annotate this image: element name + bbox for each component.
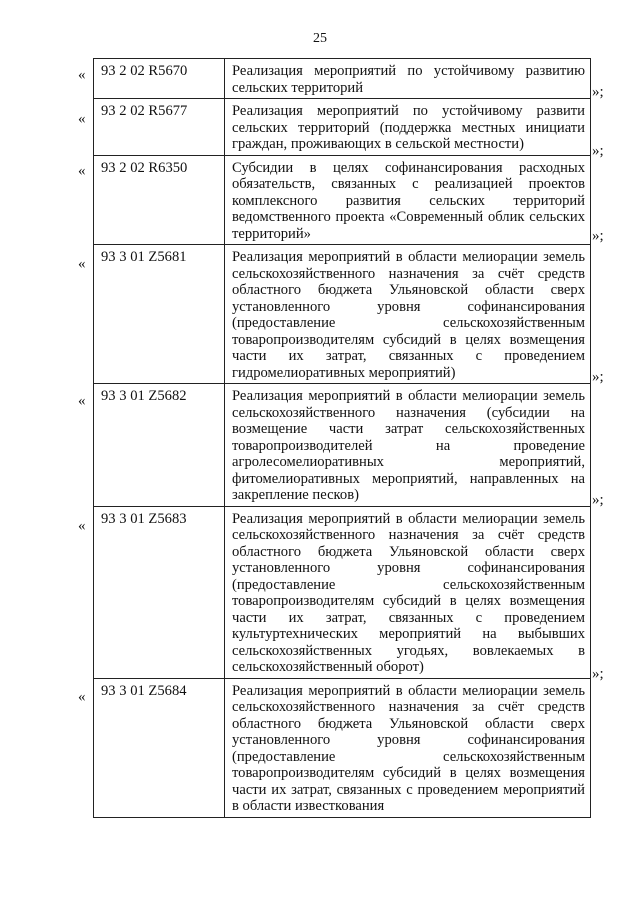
budget-codes-table: [93, 58, 591, 818]
code-cell: 93 3 01 Z5684: [94, 678, 225, 817]
closing-quote-mark: »;: [592, 369, 604, 385]
closing-quote-mark: »;: [592, 143, 604, 159]
code-cell: 93 2 02 R6350: [94, 155, 225, 245]
code-cell: 93 2 02 R5677: [94, 99, 225, 156]
closing-quote-mark: »;: [592, 84, 604, 100]
opening-quote-mark: «: [78, 111, 86, 127]
opening-quote-mark: «: [78, 67, 86, 83]
opening-quote-mark: «: [78, 689, 86, 705]
table-row: [94, 99, 591, 156]
opening-quote-mark: «: [78, 163, 86, 179]
closing-quote-mark: »;: [592, 666, 604, 682]
table-row: [94, 506, 591, 678]
opening-quote-mark: «: [78, 256, 86, 272]
description-cell: Реализация мероприятий по устойчивому развити сельских территорий (поддержка местных инициати граждан, проживающих в сельской местности): [225, 99, 591, 156]
code-cell: 93 3 01 Z5682: [94, 384, 225, 507]
description-cell: Субсидии в целях софинансирования расходных обязательств, связанных с реализацией проектов комплексного развития сельских территорий ведомственного проекта «Современный облик сельских территорий»: [225, 155, 591, 245]
closing-quote-mark: »;: [592, 492, 604, 508]
closing-quote-mark: »;: [592, 228, 604, 244]
code-cell: 93 2 02 R5670: [94, 59, 225, 99]
description-cell: Реализация мероприятий в области мелиорации земель сельскохозяйственного назначения за счёт средств областного бюджета Ульяновской области сверх установленного уровня софинансирования (предоставление сельскохозяйственным товаропроизводителям субсидий в целях возмещения части их затрат, связанных с проведением гидромелиоративных мероприятий): [225, 245, 591, 384]
opening-quote-mark: «: [78, 518, 86, 534]
page-number: 25: [313, 31, 327, 46]
opening-quote-mark: «: [78, 393, 86, 409]
table-row: [94, 155, 591, 245]
table-row: [94, 384, 591, 507]
table-row: [94, 678, 591, 817]
code-cell: 93 3 01 Z5681: [94, 245, 225, 384]
description-cell: Реализация мероприятий по устойчивому развитию сельских территорий: [225, 59, 591, 99]
code-cell: 93 3 01 Z5683: [94, 506, 225, 678]
table-row: [94, 245, 591, 384]
description-cell: Реализация мероприятий в области мелиорации земель сельскохозяйственного назначения за счёт средств областного бюджета Ульяновской области сверх установленного уровня софинансирования (предоставление сельскохозяйственным товаропроизводителям субсидий в целях возмещения части их затрат, связанных с проведением культуртехнических мероприятий на выбывших сельскохозяйственных угодьях, вовлекаемых в сельскохозяйственный оборот): [225, 506, 591, 678]
description-cell: Реализация мероприятий в области мелиорации земель сельскохозяйственного назначения за счёт средств областного бюджета Ульяновской области сверх установленного уровня софинансирования (предоставление сельскохозяйственным товаропроизводителям субсидий в целях возмещения части их затрат, связанных с проведением мероприятий в области известкования: [225, 678, 591, 817]
table-row: [94, 59, 591, 99]
description-cell: Реализация мероприятий в области мелиорации земель сельскохозяйственного назначения (субсидии на возмещение части затрат сельскохозяйственных товаропроизводителей на проведение агролесомелиоративных мероприятий, фитомелиоративных мероприятий, направленных на закрепление песков): [225, 384, 591, 507]
